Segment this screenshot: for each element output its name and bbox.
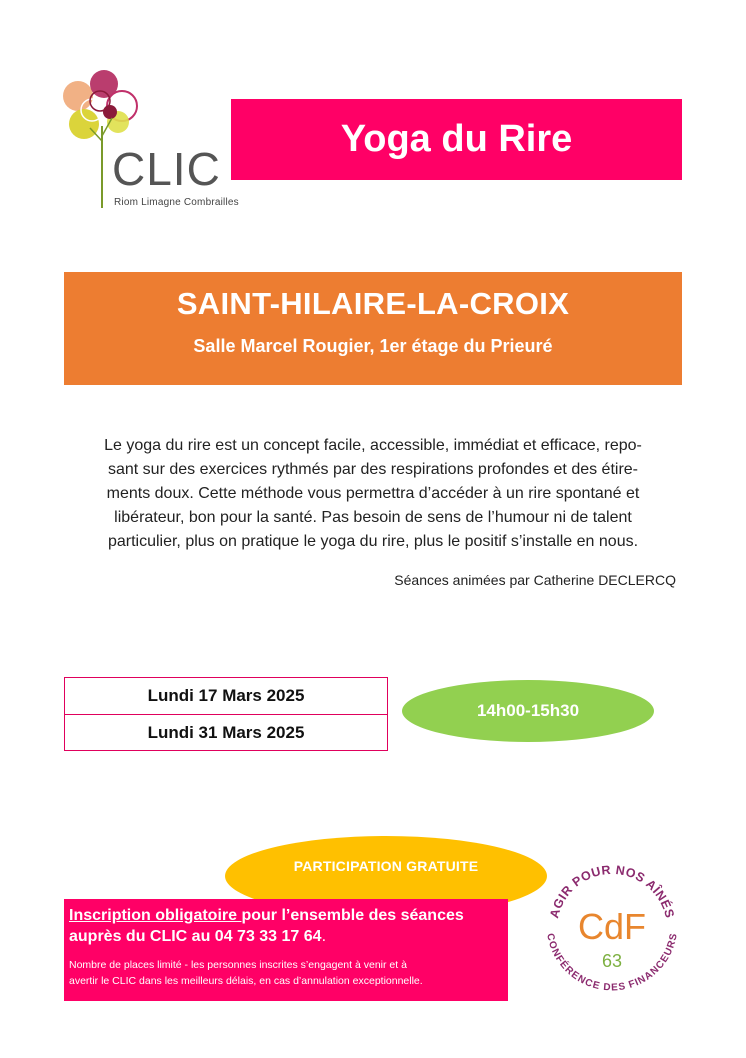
description-line: sant sur des exercices rythmés par des respirations profondes et des étire- [107,461,639,478]
time-text: 14h00-15h30 [476,701,580,720]
description-line: libérateur, bon pour la santé. Pas besoin de sens de l’humour ni de talent [114,509,632,526]
inscription-note-line: avertir le CLIC dans les meilleurs délais, en cas d’annulation exceptionnelle. [69,975,423,987]
clic-logo-name: CLIC [112,143,221,195]
description-line: particulier, plus on pratique le yoga du rire, plus le positif s’installe en nous. [107,533,639,550]
location-venue: Salle Marcel Rougier, 1er étage du Prieuré [193,336,553,356]
date-row: Lundi 17 Mars 2025 [147,686,305,705]
time-badge [402,680,654,742]
title-banner [231,99,682,180]
cdf-bottom-text: CONFÉRENCE DES FINANCEURS [544,932,680,994]
cdf-logo [541,855,683,997]
date-row: Lundi 31 Mars 2025 [65,714,387,751]
inscription-line2-end: . [321,928,327,945]
page-title: Yoga du Rire [340,118,573,160]
inscription-box [64,899,508,1001]
cdf-logo-badge-icon [541,855,683,997]
inscription-line1-rest: pour l’ensemble des séances [241,907,464,924]
inscription-phone-line: auprès du CLIC au 04 73 33 17 64 [69,928,322,945]
inscription-emphasis: Inscription obligatoire [69,907,242,924]
cdf-number: 63 [601,951,623,971]
animator-credit: Séances animées par Catherine DECLERCQ [394,572,676,588]
cdf-top-text: AGIR POUR NOS AÎNÉS [547,862,677,920]
inscription-note-line: Nombre de places limité - les personnes inscrites s’engagent à venir et à [69,959,407,971]
clic-logo-subtitle: Riom Limagne Combrailles [114,197,239,208]
location-banner [64,272,682,385]
cdf-letters: CdF [577,906,647,947]
inscription-main [69,905,503,947]
description-line: Le yoga du rire est un concept facile, accessible, immédiat et efficace, repo- [104,437,642,454]
participation-text: PARTICIPATION GRATUITE [293,858,479,874]
description-paragraph [66,434,680,554]
location-town: SAINT-HILAIRE-LA-CROIX [176,286,570,321]
dates-table [64,677,388,751]
description-line: ments doux. Cette méthode vous permettra d’accéder à un rire spontané et [106,485,640,502]
inscription-note [69,957,503,989]
